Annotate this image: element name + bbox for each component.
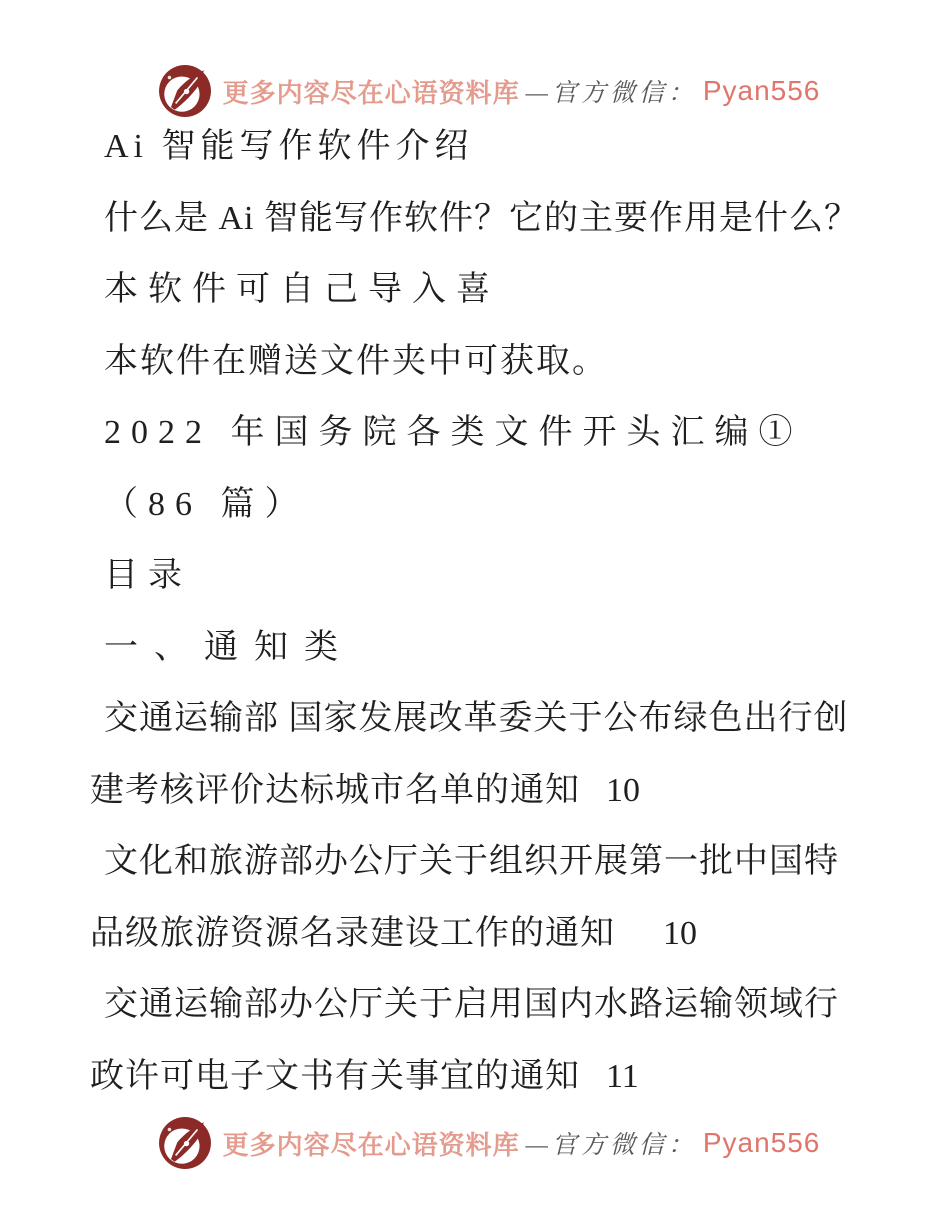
pen-nib-logo-icon: [158, 64, 212, 118]
watermark-brand-text: 更多内容尽在心语资料库: [222, 1130, 520, 1160]
doc-question-line: 什么是 Ai 智能写作软件？它的主要作用是什么？: [104, 199, 859, 237]
pen-nib-logo-icon: [158, 1116, 212, 1170]
toc-section-heading: 一、通知类: [104, 628, 354, 666]
watermark-channel-value: Pyan556: [702, 1127, 821, 1158]
watermark-channel-label: —官方微信：: [525, 1132, 697, 1159]
toc-heading: 目录: [104, 557, 192, 594]
toc-entry-page: 10: [606, 771, 640, 809]
toc-entry: [90, 683, 862, 826]
doc-title-line: Ai 智能写作软件介绍: [104, 128, 474, 165]
toc-entry-page: 10: [663, 914, 697, 952]
watermark-channel-label: —官方微信：: [525, 80, 697, 107]
footer-watermark: [14, 1116, 950, 1170]
toc-entry: [90, 969, 862, 1112]
watermark-channel-value: Pyan556: [702, 75, 821, 106]
toc-entry-page: 11: [606, 1057, 639, 1095]
toc-entry-title: 交通运输部办公厅关于启用国内水路运输领域行政许可电子文书有关事宜的通知: [90, 986, 839, 1095]
toc-entry-title: 文化和旅游部办公厅关于组织开展第一批中国特品级旅游资源名录建设工作的通知: [90, 843, 839, 952]
watermark-brand-text: 更多内容尽在心语资料库: [222, 78, 520, 108]
toc-entry: [90, 826, 862, 969]
doc-note-line-2: 本软件在赠送文件夹中可获取。: [104, 342, 608, 380]
toc-entry-title: 交通运输部 国家发展改革委关于公布绿色出行创建考核评价达标城市名单的通知: [90, 700, 849, 809]
document-body: [90, 111, 862, 1112]
doc-collection-title: 2022 年国务院各类文件开头汇编①: [104, 414, 803, 451]
doc-note-line-1: 本软件可自己导入喜: [104, 271, 500, 308]
doc-article-count: （86 篇）: [104, 485, 309, 523]
header-watermark: [14, 64, 950, 118]
